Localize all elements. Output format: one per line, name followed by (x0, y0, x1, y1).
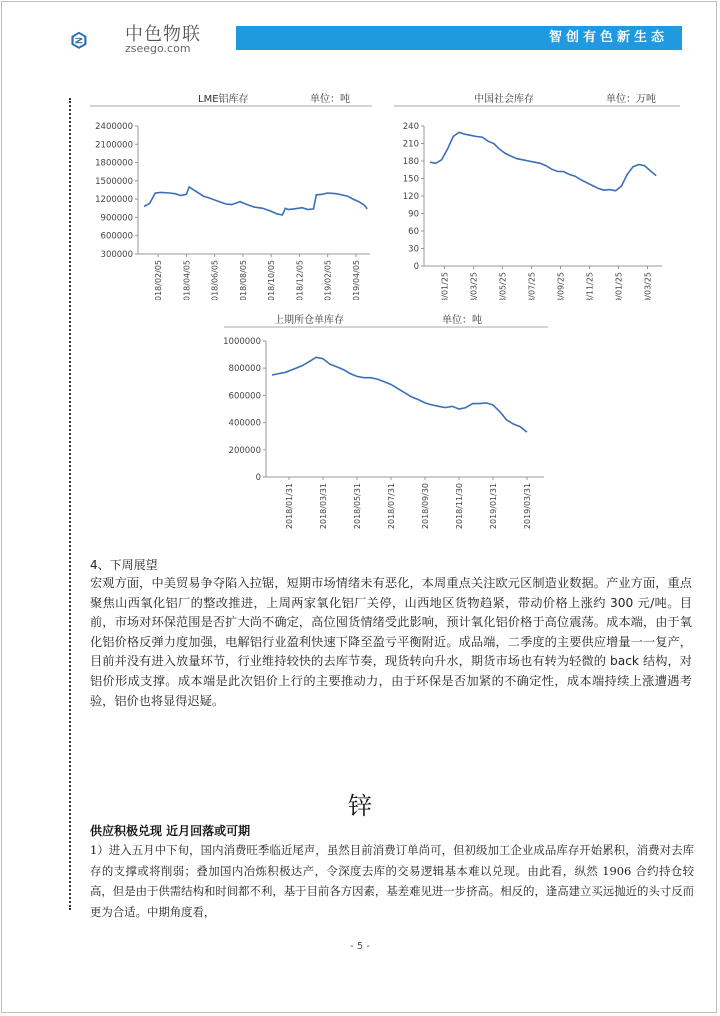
slogan-bar: 智创有色新生态 (236, 26, 682, 50)
y-tick-label: 60 (408, 227, 419, 237)
x-tick-label: 2018/01/25 (440, 272, 450, 300)
y-tick-label: 300000 (100, 250, 133, 260)
section-4-heading: 4、下周展望 (90, 558, 158, 572)
y-tick-label: 90 (408, 209, 419, 220)
lme-chart (88, 92, 374, 300)
y-tick-label: 1500000 (95, 176, 133, 187)
shfe-chart-title: 上期所仓单库存 (274, 315, 344, 326)
y-tick-label: 150 (402, 174, 419, 185)
x-tick-label: 2018/03/31 (319, 483, 328, 530)
y-tick-label: 600000 (228, 391, 261, 402)
china-chart-svg (392, 92, 684, 300)
lme-chart-unit: 单位：吨 (310, 94, 350, 105)
x-tick-label: 2018/03/25 (469, 272, 479, 300)
x-tick-label: 2019/03/25 (643, 272, 653, 300)
y-tick-label: 180 (402, 157, 419, 167)
x-tick-label: 2018/06/05 (210, 260, 220, 300)
page-number: - 5 - (350, 941, 370, 952)
zseego-logo-icon (70, 15, 120, 65)
lme-chart-svg (88, 92, 374, 300)
zinc-title: 锌 (348, 792, 372, 820)
x-tick-label: 2018/02/05 (154, 260, 164, 300)
y-tick-label: 900000 (100, 213, 133, 224)
y-tick-label: 30 (408, 244, 419, 255)
lme-chart-title: LME铝库存 (198, 94, 249, 105)
y-tick-label: 1800000 (95, 158, 133, 169)
y-tick-label: 120 (402, 192, 419, 202)
x-tick-label: 2018/08/05 (238, 260, 248, 300)
x-tick-label: 2018/07/31 (387, 483, 396, 530)
x-tick-label: 2019/02/05 (323, 260, 333, 300)
china-chart-unit: 单位：万吨 (606, 94, 656, 105)
x-tick-label: 2018/10/05 (267, 260, 277, 300)
shfe-chart-unit: 单位：吨 (442, 315, 482, 326)
x-tick-label: 2018/11/25 (585, 272, 595, 300)
series-line (144, 187, 367, 215)
china-social-stock-chart (392, 92, 684, 300)
x-tick-label: 2018/05/31 (353, 483, 362, 530)
series-line (272, 357, 527, 432)
y-tick-label: 1200000 (95, 195, 133, 206)
y-tick-label: 2400000 (95, 122, 133, 132)
y-tick-label: 240 (402, 122, 419, 132)
series-line (430, 132, 656, 190)
x-tick-label: 2018/01/31 (285, 483, 294, 530)
x-tick-label: 2018/04/05 (182, 260, 192, 300)
zinc-body: 1）进入五月中下旬，国内消费旺季临近尾声，虽然目前消费订单尚可，但初级加工企业成品库存开始累积，消费对去库存的支撑或将削弱；叠加国内冶炼积极达产，令深度去库的交易逻辑基本难以兑现。由此看，纵然 1906 合约持仓较高，但是由于供需结构和时间都不利，基于目前各方因素，基差难见进一步挤高。相反的，逢高建立买远抛近的头寸反而更为合适。中期角度看， (90, 843, 694, 919)
x-tick-label: 2018/07/25 (527, 272, 537, 300)
logo-text-cn: 中色物联 (125, 24, 201, 45)
y-tick-label: 800000 (228, 364, 261, 375)
zinc-subheading: 供应积极兑现 近月回落或可期 (90, 824, 251, 838)
x-tick-label: 2018/05/25 (498, 272, 508, 300)
x-tick-label: 2018/12/05 (295, 260, 305, 300)
y-tick-label: 0 (413, 262, 419, 272)
y-tick-label: 0 (255, 473, 261, 483)
x-tick-label: 2018/09/30 (421, 483, 430, 530)
y-tick-label: 210 (402, 139, 419, 150)
x-tick-label: 2018/11/30 (455, 483, 464, 530)
y-tick-label: 2100000 (95, 140, 133, 151)
logo-text-en: zseego.com (125, 42, 191, 55)
section-4-body: 宏观方面，中美贸易争夺陷入拉锯，短期市场情绪未有恶化，本周重点关注欧元区制造业数据。产业方面，重点聚焦山西氧化铝厂的整改推进，上周两家氧化铝厂关停，山西地区货物趋紧，带动价格上涨约 300 元/吨。目前，市场对环保范围是否扩大尚不确定，高位囤货情绪受此影响，预计氧化铝价格于高位震荡。成本端，由于氧化铝价格反弹力度加强，电解铝行业盈利快速下降至盈亏平衡附近。成品端，二季度的主要供应增量一一复产，目前并没有进入放量环节，行业维持较快的去库节奏，现货转向升水，期货市场也有转为轻微的 back 结构，对铝价形成支撑。成本端是此次铝价上行的主要推动力，由于环保是否加紧的不确定性，成本端持续上涨遭遇考验，铝价也将显得迟疑。 (90, 576, 692, 708)
x-tick-label: 2019/03/31 (523, 483, 532, 530)
x-tick-label: 2019/04/05 (351, 260, 361, 300)
y-tick-label: 600000 (100, 231, 133, 242)
shfe-chart-svg (222, 313, 552, 543)
x-tick-label: 2019/01/25 (614, 272, 624, 300)
x-tick-label: 2019/01/31 (489, 483, 498, 530)
y-tick-label: 400000 (228, 418, 261, 429)
shfe-warrant-chart (222, 313, 552, 543)
china-chart-title: 中国社会库存 (474, 94, 534, 105)
x-tick-label: 2018/09/25 (556, 272, 566, 300)
y-tick-label: 200000 (228, 445, 261, 456)
y-tick-label: 1000000 (223, 337, 261, 347)
